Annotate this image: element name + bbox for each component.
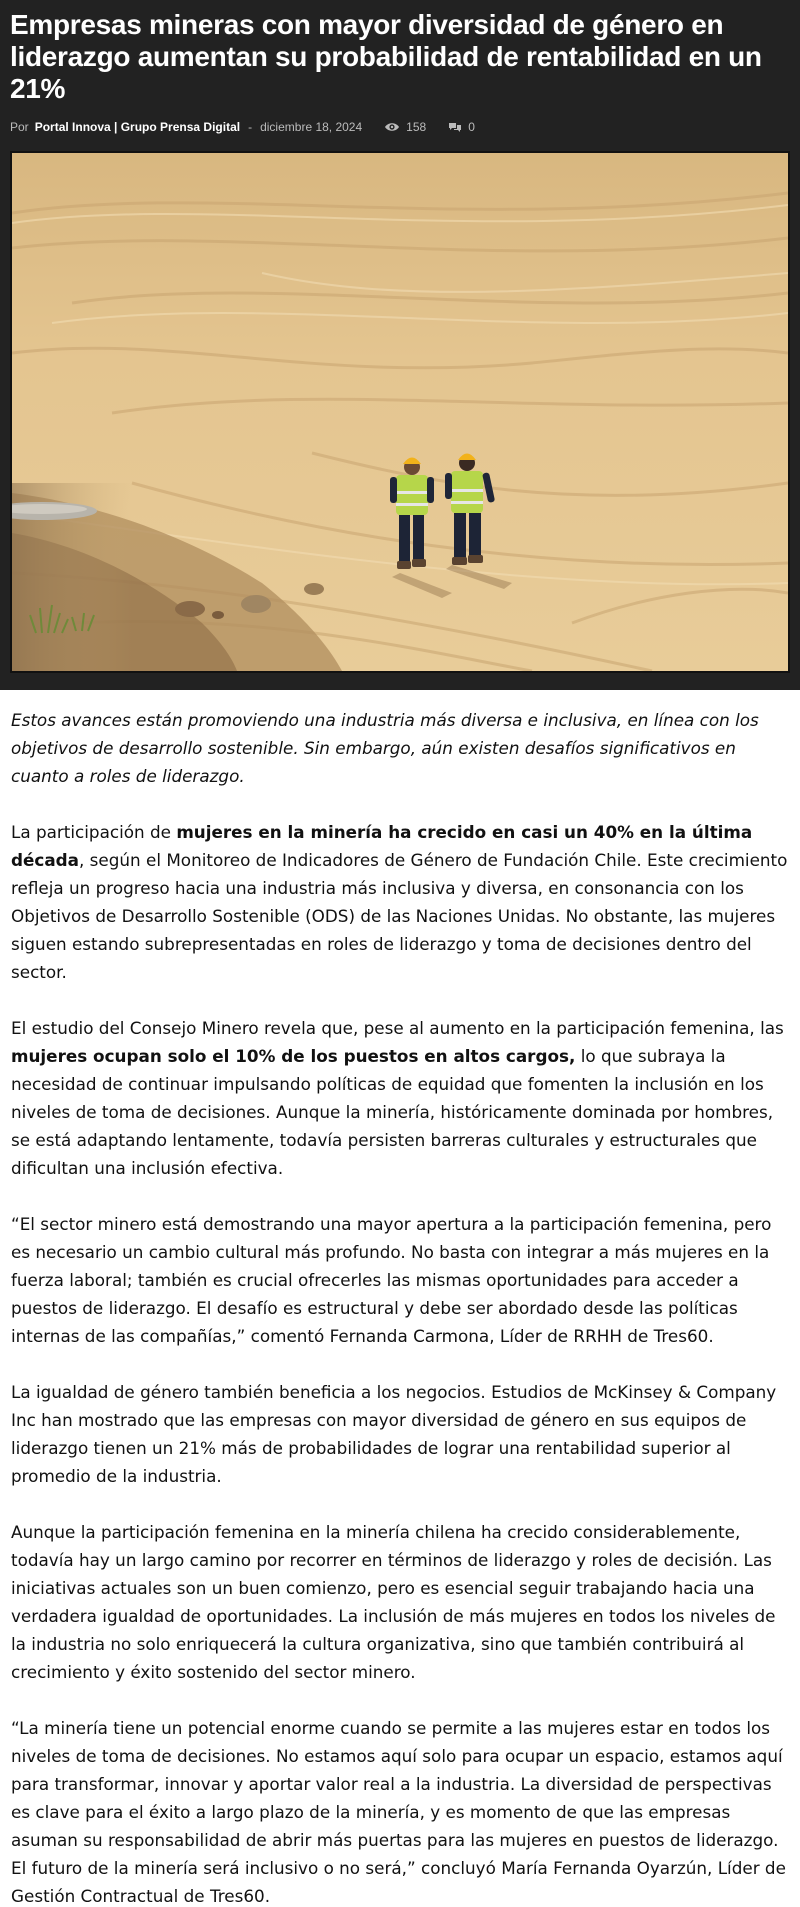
paragraph-2	[11, 1014, 790, 1182]
paragraph-5: Aunque la participación femenina en la minería chilena ha crecido considerablemente, todavía hay un largo camino por recorrer en términos de liderazgo y roles de decisión. Las iniciativas actuales son un buen comienzo, pero es esencial seguir trabajando hacia una verdadera igualdad de oportunidades. La inclusión de más mujeres en todos los niveles de la industria no solo enriquecerá la cultura organizativa, sino que también contribuirá al crecimiento y éxito sostenido del sector minero.	[11, 1522, 776, 1682]
paragraph-3-quote: “El sector minero está demostrando una mayor apertura a la participación femenina, pero es necesario un cambio cultural más profundo. No basta con integrar a más mujeres en la fuerza laboral; también es crucial ofrecerles las mismas oportunidades para acceder a puestos de liderazgo. El desafío es estructural y debe ser abordado desde las políticas internas de las compañías,” comentó Fernanda Carmona, Líder de RRHH de Tres60.	[11, 1214, 772, 1346]
comments-count[interactable]	[448, 120, 475, 134]
views-count	[384, 120, 426, 134]
paragraph-1	[11, 818, 790, 986]
comments-icon	[448, 122, 462, 133]
meta-separator: -	[248, 120, 253, 134]
paragraph-2-before: El estudio del Consejo Minero revela que, pese al aumento en la participación femenina, las	[11, 1018, 784, 1038]
views-value: 158	[406, 120, 427, 134]
article-lead: Estos avances están promoviendo una industria más diversa e inclusiva, en línea con los objetivos de desarrollo sostenible. Sin embargo, aún existen desafíos significativos en cuanto a roles de liderazgo.	[11, 710, 759, 786]
paragraph-4: La igualdad de género también beneficia a los negocios. Estudios de McKinsey & Company Inc han mostrado que las empresas con mayor diversidad de género en sus equipos de liderazgo tienen un 21% más de probabilidades de lograr una rentabilidad superior al promedio de la industria.	[11, 1382, 777, 1486]
article-meta	[10, 117, 790, 137]
paragraph-2-after: lo que subraya la necesidad de continuar impulsando políticas de equidad que fomenten la inclusión en los niveles de toma de decisiones. Aunque la minería, históricamente dominada por hombres, se está adaptando lentamente, todavía persisten barreras culturales y estructurales que dificultan una inclusión efectiva.	[11, 1046, 774, 1178]
eye-icon	[384, 122, 400, 132]
paragraph-1-highlight: mujeres en la minería ha crecido en casi un 40% en la última década	[11, 822, 753, 870]
paragraph-1-before: La participación de	[11, 822, 177, 842]
mining-site-photo	[12, 153, 788, 671]
paragraph-6-quote: “La minería tiene un potencial enorme cuando se permite a las mujeres estar en todos los niveles de toma de decisiones. No estamos aquí solo para ocupar un espacio, estamos aquí para transformar, innovar y aportar valor real a la industria. La diversidad de perspectivas es clave para el éxito a largo plazo de la minería, y es momento de que las empresas asuman su responsabilidad de abrir más puertas para las mujeres en puestos de liderazgo. El futuro de la minería será inclusivo o no será,” concluyó María Fernanda Oyarzún, Líder de Gestión Contractual de Tres60.	[11, 1718, 786, 1906]
author-link[interactable]: Portal Innova | Grupo Prensa Digital	[34, 120, 241, 134]
comments-value: 0	[468, 120, 475, 134]
hero-image	[10, 151, 790, 673]
publish-date: diciembre 18, 2024	[260, 120, 363, 134]
paragraph-1-after: , según el Monitoreo de Indicadores de Género de Fundación Chile. Este crecimiento refleja un progreso hacia una industria más inclusiva y diversa, en consonancia con los Objetivos de Desarrollo Sostenible (ODS) de las Naciones Unidas. No obstante, las mujeres siguen estando subrepresentadas en roles de liderazgo y toma de decisiones dentro del sector.	[11, 850, 788, 982]
by-label: Por	[10, 120, 29, 134]
article-body	[0, 690, 800, 1907]
article-header	[0, 0, 800, 690]
paragraph-2-highlight: mujeres ocupan solo el 10% de los puestos en altos cargos,	[11, 1046, 576, 1066]
article-title: Empresas mineras con mayor diversidad de género en liderazgo aumentan su probabilidad de rentabilidad en un 21%	[10, 9, 762, 104]
